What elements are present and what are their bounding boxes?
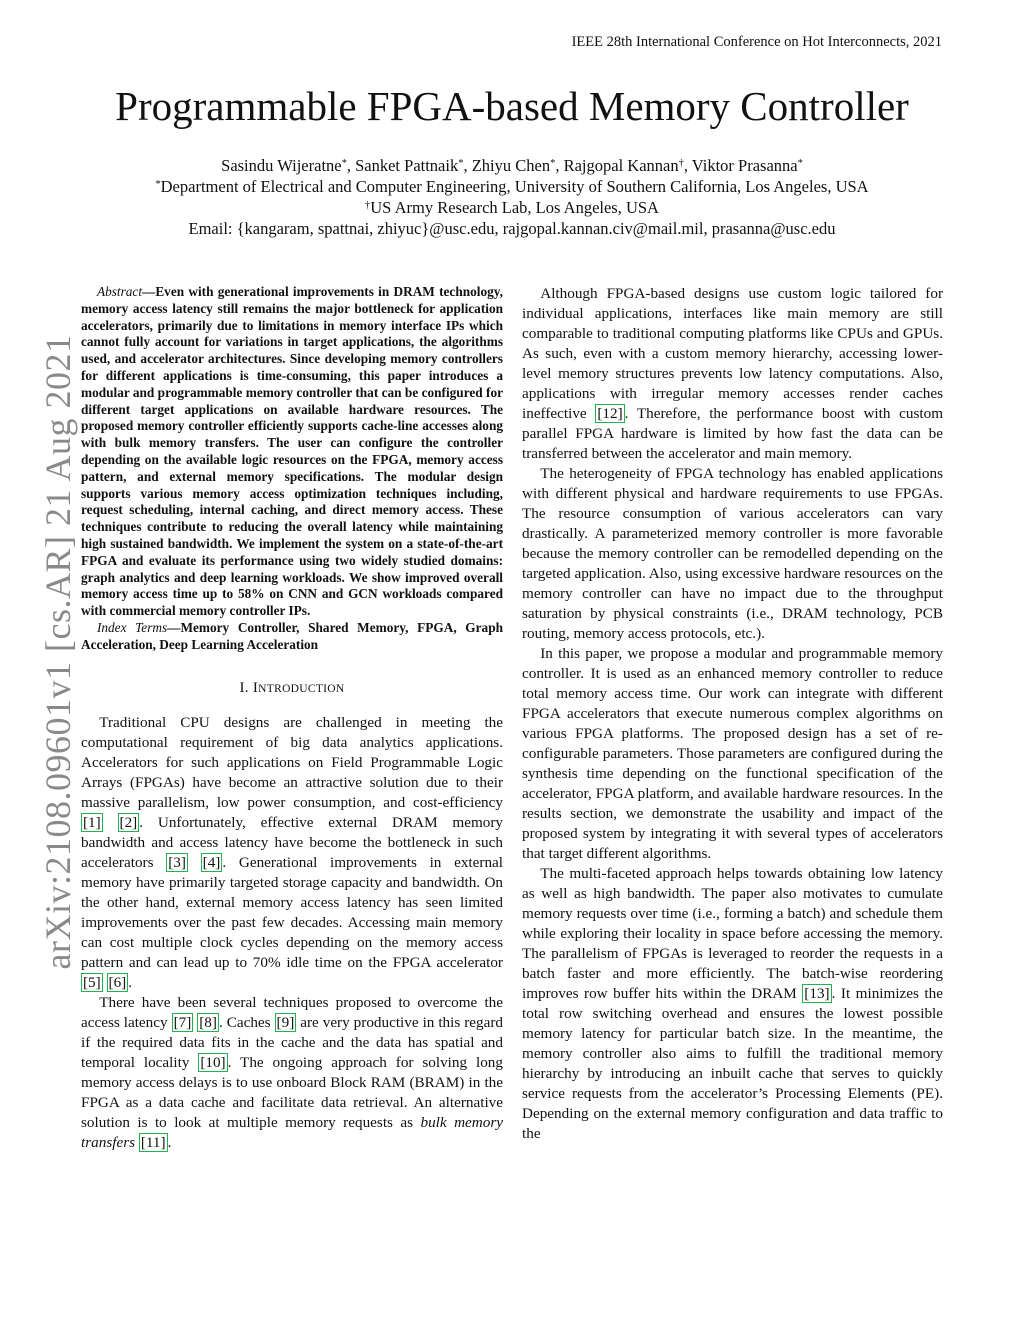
citation-link[interactable]: [8] — [199, 1013, 217, 1031]
index-terms-label: Index Terms — [96, 619, 168, 635]
citation-link[interactable]: [12] — [597, 405, 623, 422]
paragraph-text — [103, 814, 118, 831]
paragraph: In this paper, we propose a modular and programmable memory controller. It is used as an enhanced memory controller to reduce total memory access time. Our work can integrate with different FPGA accelerators that execute numerous complex algorithms on various FPGA platforms. The proposed design has a set of re-configurable parameters. Those parameters are configured during the synthesis time depending on the functional specification of the accelerator, FPGA platform, and available hardware resources. In the results section, we demonstrate the usability and impact of the proposed system by integrating it with several types of accelerators that target different algorithms. — [522, 645, 943, 862]
right-column — [522, 284, 943, 1144]
left-column — [81, 284, 503, 1153]
paragraph-text: . The ongoing approach for solving long memory access delays is to use onboard Block RAM (BRAM) in the FPGA as a data cache and facilitate data retrieval. An alternative solution is to look at multiple memory requests as — [81, 1053, 503, 1131]
author-block — [0, 155, 1024, 239]
paragraph — [81, 713, 503, 993]
paragraph-text: There have been several techniques proposed to overcome the access latency — [81, 993, 503, 1031]
paragraph-text: . Generational improvements in external memory have primarily targeted storage capacity and bandwidth. On the other hand, external memory access latency has seen limited improvements over the past few decades. Accessing main memory can cost multiple clock cycles depending on the memory access pattern and can lead up to 70% idle time on the FPGA accelerator — [81, 853, 503, 971]
paragraph — [522, 864, 943, 1144]
paragraph: The heterogeneity of FPGA technology has enabled applications with different physical and hardware requirements to use FPGAs. The resource consumption of various accelerators can vary drastically. A parameterized memory controller is more favorable because the memory controller can be remodelled depending on the targeted application. Also, using excessive hardware resources on the memory controller can have no impact due to the throughput saturation by physical constraints (i.e., DRAM technology, PCB routing, memory access protocols, etc.). — [522, 465, 943, 642]
paper-title: Programmable FPGA-based Memory Controller — [115, 83, 909, 129]
citation-link[interactable]: [1] — [83, 813, 101, 831]
citation-link[interactable]: [11] — [140, 1133, 166, 1151]
citation-link[interactable]: [4] — [202, 853, 221, 871]
paragraph-text: The multi-faceted approach helps towards obtaining low latency as well as high bandwidth. The paper also motivates to cumulate memory requests over time (i.e., forming a batch) and schedule them while exploring their locality in space before accessing the memory. The parallelism of FPGAs is leveraged to reorder the requests in a batch faster and more efficiently. The batch-wise reordering improves row buffer hits within the DRAM — [522, 865, 943, 1002]
abstract-text: —Even with generational improvements in DRAM technology, memory access latency still remains the major bottleneck for application accelerators, primarily due to limitations in memory interface IPs which cannot fully account for variations in target applications, the algorithms used, and accelerator architectures. Since developing memory controllers for different applications is time-consuming, this paper introduces a modular and programmable memory controller that can be configured for different target applications on available hardware resources. The proposed memory controller efficiently supports cache-line accesses along with bulk memory transfers. The user can configure the controller depending on the available logic resources on the FPGA, memory access pattern, and external memory specifications. The modular design supports various memory access optimization techniques including, request scheduling, internal caching, and direct memory access. These techniques contribute to reducing the overall latency while maintaining high sustained bandwidth. We implement the system on a state-of-the-art FPGA and evaluate its performance using two widely studied domains: graph analytics and deep learning workloads. We show improved overall memory access time up to 58% on CNN and GCN workloads compared with commercial memory controller IPs. — [81, 284, 503, 619]
paragraph-text: . — [167, 1133, 172, 1151]
paragraph-text: . Caches — [218, 1013, 275, 1031]
citation-link[interactable]: [2] — [119, 813, 138, 831]
citation-link[interactable]: [3] — [168, 853, 186, 871]
citation-link[interactable]: [10] — [200, 1053, 226, 1071]
section-title: INTRODUCTION — [252, 679, 345, 696]
paragraph-text: Traditional CPU designs are challenged in meeting the computational requirement of big data analytics applications. Accelerators for such applications on Field Programmable Logic Arrays (FPGAs) have become an attractive solution due to their massive parallelism, low power consumption, and cost-efficiency — [81, 713, 503, 811]
affiliation-arl: †US Army Research Lab, Los Angeles, USA — [365, 198, 659, 217]
section-heading-introduction: I. INTRODUCTION — [239, 679, 345, 696]
citation-link[interactable]: [7] — [173, 1013, 192, 1031]
paragraph-text — [188, 854, 201, 871]
citation-link[interactable]: [5] — [83, 973, 101, 991]
author-names: Sasindu Wijeratne*, Sanket Pattnaik*, Zhiyu Chen*, Rajgopal Kannan†, Viktor Prasanna* — [221, 156, 803, 175]
paragraph-text: are very productive in this regard if the required data fits in the cache and the data has spatial and temporal locality — [81, 1013, 504, 1071]
abstract-label: Abstract — [96, 284, 143, 299]
conference-header: IEEE 28th International Conference on Hot Interconnects, 2021 — [571, 34, 942, 50]
citation-link[interactable]: [9] — [276, 1013, 295, 1031]
paragraph — [81, 993, 503, 1153]
citation-link[interactable]: [6] — [108, 973, 127, 991]
abstract — [81, 284, 503, 620]
index-terms-text: —Memory Controller, Shared Memory, FPGA, Graph Acceleration, Deep Learning Acceleration — [81, 619, 503, 652]
arxiv-id-label[interactable]: arXiv:2108.09601v1 [cs.AR] 21 Aug 2021 — [38, 334, 78, 970]
paragraph-text — [103, 974, 107, 991]
citation-link[interactable]: [13] — [804, 985, 830, 1002]
paragraph-text: Although FPGA-based designs use custom logic tailored for individual applications, interfaces like main memory are still comparable to traditional computing platforms like CPUs and GPUs. As such, even with a custom memory hierarchy, accessing lower-level memory structures prevents low latency computations. Also, applications with irregular memory accesses render caches ineffective — [522, 285, 943, 422]
emphasis-text: bulk memory transfers — [81, 1113, 503, 1151]
paragraph-text: . Unfortunately, effective external DRAM memory bandwidth and access latency have become the bottleneck in such accelerators — [81, 813, 503, 871]
paragraph-text: . It minimizes the total row switching overhead and ensures the lowest possible memory latency for particular batch size. In the meantime, the memory controller also aims to fulfill the traditional memory hierarchy by introducing an inbuilt cache that serves to quickly service requests from the accelerator’s Processing Elements (PE). Depending on the external memory configuration and data traffic to the — [522, 985, 943, 1142]
email-line: Email: {kangaram, spattnai, zhiyuc}@usc.edu, rajgopal.kannan.civ@mail.mil, prasanna@usc.edu — [188, 219, 836, 238]
paragraph-text: . — [128, 973, 133, 991]
paragraph — [522, 284, 943, 464]
paragraph-text: . Therefore, the performance boost with custom parallel FPGA hardware is limited by how fast the data can be transferred between the accelerator and main memory. — [522, 405, 944, 462]
index-terms — [81, 620, 503, 654]
affiliation-usc: *Department of Electrical and Computer Engineering, University of Southern California, Los Angeles, USA — [155, 177, 869, 196]
